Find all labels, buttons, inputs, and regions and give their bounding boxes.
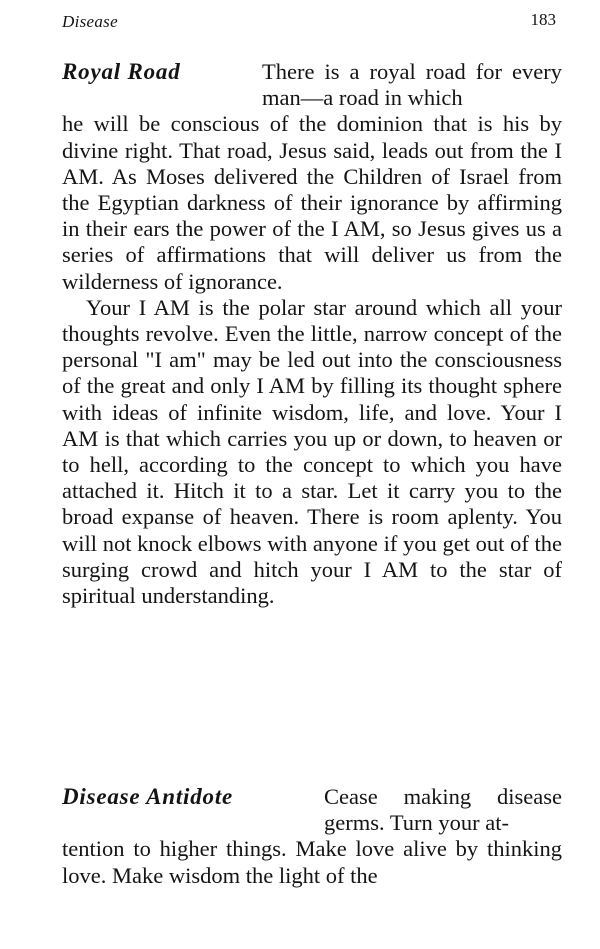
entry-heading-row	[62, 59, 562, 111]
entry-intro-text: Cease making disease germs. Turn your at-	[324, 784, 562, 836]
entry-disease-antidote	[62, 784, 562, 889]
page-number: 183	[530, 10, 556, 29]
running-head	[62, 10, 556, 36]
paragraph: tention to higher things. Make love alive by thinking love. Make wisdom the light of the	[62, 836, 562, 888]
entry-title: Disease Antidote	[62, 784, 234, 809]
paragraph: Your I AM is the polar star around which all your thoughts revolve. Even the little, narrow concept of the personal "I am" may be led out into the consciousness of the great and only I AM by filling its thought sphere with ideas of infinite wisdom, life, and love. Your I AM is that which carries you up or down, to heaven or to hell, according to the concept to which you have attached it. Hitch it to a star. Let it carry you to the broad expanse of heaven. There is room aplenty. You will not knock elbows with anyone if you get out of the surging crowd and hitch your I AM to the star of spiritual understanding.	[62, 294, 562, 609]
paragraph: he will be conscious of the dominion that is his by divine right. That road, Jesus said, leads out from the I AM. As Moses delivered the Children of Israel from the Egyptian darkness of their ignorance by affirming in their ears the power of the I AM, so Jesus gives us a series of affirmations that will deliver us from the wilderness of ignorance.	[62, 111, 562, 294]
entry-intro-text: There is a royal road for every man—a road in which	[262, 59, 562, 111]
entry-heading-row	[62, 784, 562, 836]
entry-royal-road	[62, 59, 562, 609]
entry-title: Royal Road	[62, 59, 181, 84]
section-title: Disease	[62, 12, 118, 31]
